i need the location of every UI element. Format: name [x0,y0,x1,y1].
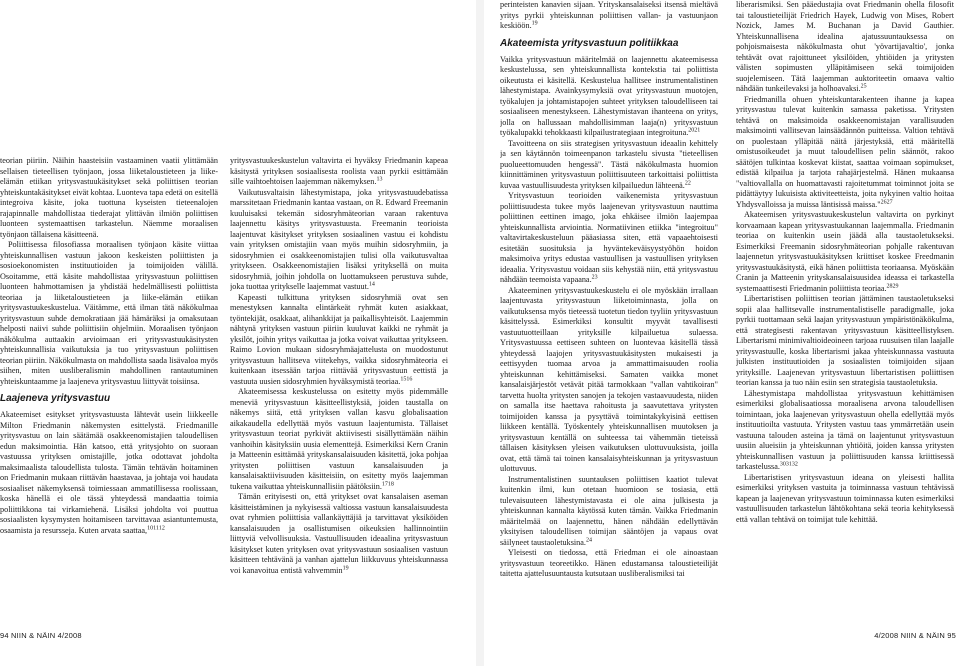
footnote-ref: 31 [785,461,792,468]
paragraph: Instrumentalistinen suuntauksen poliittisen kaatiot tulevat kuitenkin ilmi, kun otetaan huomioon se tosiasia, että tulevaisuuteen lähestymistavasta ei ole aina julkisesta ja yhteiskunnan kannalta käytössä kuten tämän. Vaikka Friedmanin määritelmää on laajennettu, hänen nähdään edellyttävän yksityisen taloudellisen toimijan sääntöjen ja vapaus ovat säilyneet taustaoletuksina.$^{24}$ [500,474,718,547]
footnote-ref: 23 [591,274,598,281]
section-heading: Laajeneva yritysvastuu [0,393,111,404]
footnote-ref: 19 [342,564,349,571]
footnote-ref: 26 [880,198,887,205]
footnote-ref: 15 [400,375,407,382]
section-heading: Akateemista yritysvastuun politiikkaa [500,37,679,49]
paragraph: Tämän erityisesti on, että yritykset ovat kansalaisen aseman käsitteistäminen ja nykyisessä valtiossa vastuun kansalaisuudesta ovat ryhmien poliittisia vallankäyttäjiä ja tarvittavat yksiköiden kansalaisuuden ja osallistumisen oikeuksien hallinnointiin liittyviä velvollisuuksia. Vastuullisuuden ideaalina yritysvastuun käsitykset kuten yrityksen ovat yritysvastuun sosiaalisen vastuun käsitteen tehtävänä ja vanhan ajattelun liikkuvuus yhteiskunnassa voi kanavoitua entistä vahvemmin$^{19}$ [230,492,448,575]
footnote-ref: 17 [381,480,388,487]
footnote-ref: 29 [892,282,899,289]
footnote-ref: 21 [694,127,701,134]
footnote-ref: 24 [585,536,592,543]
footnote-ref: 12 [158,524,165,531]
footnote-ref: 22 [684,179,691,186]
footnote-ref: 13 [376,176,383,183]
paragraph: Kapeasti tulkittuna yrityksen sidosryhmiä ovat sen menestyksen kannalta elintärkeät ryhmät kuten asiakkaat, työntekijät, osakkaat, alihankkijat ja paikallisyhteisöt. Laajemmin nähtynä yrityksen vastuun piiriin kuuluvat kaikki ne ryhmät ja yksilöt, joihin yritys vaikuttaa ja jotka voivat vaikuttaa yritykseen. Raimo Lovion mukaan sidosryhmäajattelusta on muodostunut yritysvastuun hallitseva viitekehys, vaikka sidosryhmäteoria ei kuitenkaan itsessään tarjoa riittävää yritysvastuun eettistä ja vastuuta uusien sidosryhmien hyväksymistä teoriaa.$^{1516}$ [230,292,448,386]
paragraph: Akateemisen yritysvastuukeskustelun valtavirta on pyrkinyt korvaamaan kapean yritysvastuukannan laajemmalla. Friedmanin teoriaa on kuitenkin usein jäädä alla taustaoletukseksi. Esimerkiksi Freemanin sidosryhmäteorian pohjalle rakentuvan laajennetun yritysvastuukäsityksen kriittiset koskee Freedmanin yritysvastuukäsitystä, eikä hänen poliittista teoriaansa. Myöskään Cranin ja Matteenin yrityskansalaisuusidea ideassa ei tarkastella systemaattisesti Friedmanin poliittista teoriaa.$^{2829}$ [736,210,954,293]
page-folio-right: 4/2008 NIIN & NÄIN 95 [874,631,956,640]
paragraph: Lähestymistapa mahdollistaa yritysvastuun kehittämisen esimerkiksi globalisaatiossa moraalisena arvona taloudellisen toimintaan, joka laajenevan yritysvastuun ohella edellyttää myös instituutioilta vastuuta. Yritysten vastuu taas ymmärretään usein vastuuna talouden asteina ja tämä on laajentunut yritysvastuun uusiin alueisiin ja yhteiskunnan yhtiöitä, joiden kanssa yritysten yhteiskunnallisen vastuun ja poliittisuuden kanssa kriittisessä tarkastelussa.$^{303132}$ [736,388,954,471]
paragraph: Tavoitteena on siis strategisen yritysvastuun ideaalin kehittely ja sen käytännön toimeenpanon tarkastelu sivusta "tieteellisen puolueettomuuden hengessä". Tästä näkökulmasta huomion kiinnittäminen yritysvastuun poliittisuuteen tarkoittaisi poliittista kuvaa vastuullisuudesta yrityksen kilpailuedun lähteenä.$^{22}$ [500,138,718,190]
paragraph: Akateeminen yritysvastuukeskustelu ei ole myöskään irrallaan laajentuvasta yritysvastuun liiketoiminnasta, jolla on vaikutuksensa myös tieteessä tuotetun tiedon tyyliin yritysvastuun käsittelyssä. Esimerkiksi konsultit myyvät tavallisesti vastuutuotteillaan yrityksille kilpailuetua sulaessa. Yritysvastuussa eettiseen suhteen on luontevaa käsitellä tässä yhteydessä laajojen yritysvastuukäsitysten mukaisesti ja eettisyyden tuomaa arvoa ja ammattimaisuuden roolia yhteiskunnan kehittämiseksi. Samaten vaikka monet kansalaisjärjestöt vetävät pitää tarmokkaan "vallan vahtikoiran" tarvetta huolta yritysten sanojen ja tekojen vastaavuudesta, niiden on samalla itse haettava rahoitusta ja saavutettava yritysten toimijoiden kanssa ja pysyttävä toimintakykyisinä eettisen liikkeen kentällä. Työskentely yhteiskunnallisen muutoksen ja yritysvastuun kentällä on suhteessa tai vähemmän tieteissä tällaisen käsityksen yleisen vaikutuksen ulottuvuuksista, joilla ovat, että tämä tai toinen kansalaisyhteiskunnan ja yritysvastuun ulottuvuus. [500,285,718,473]
paragraph: Libertaristisen yritysvastuun ideana on yleisesti hallita esimerkiksi yrityksen vastuita ja toiminnassa vastuun tehtävissä kapean ja laajenevan yritysvastuun toiminnassa kuten esimerkiksi vastuullisuuden tarkastelun lähtökohtana sekä teoria kehityksessä että vallan tehtävä on toimijat tule kehittää. [736,472,954,524]
paragraph: Yritysvastuun teorioiden vaikenemista yritysvastuun poliittisuudesta tukee myös laajenevan yritysvastuun nauttima poliittinen eettinen imago, joka ehkäisee ilmiön laajempaa yhteiskunnallista arviointia. Normatiivinen etiikka "integroituu" valtavirtakeskusteluun pääasiassa siten, että vapaaehtoisesti esitetään suosituksia ja hyväntekeväisyystyöhön hoidon maksimoiva yritys edustaa vastuullisen ja vastuullisen yrityksen ideaalia. Yritysvastuu voidaan siis kehystää niin, että yritysvastuu nähdään teemoista vapaana.$^{23}$ [500,191,718,284]
paragraph: Yleisesti on tiedossa, että Friedman ei ole ainoastaan yritysvastuun teoreetikko. Hänen edustamansa taloustieteilijät taitetta ajattelusuuntausta kutsutaan uusliberalismiksi tai [500,548,718,578]
paragraph: perinteisten kanavien sijaan. Yrityskansalaiseksi itsensä mieltävä yritys pyrkii yhteiskunnan poliittisen vallan- ja vastuunjaon keskiöön.$^{19}$ [500,0,718,30]
footnote-ref: 32 [791,461,798,468]
paragraph: Vaikka yritysvastuun määritelmää on laajennettu akateemisessa keskustelussa, sen yhteiskunnallista kontekstia tai poliittista oikeutusta ei käsitellä. Keskustelua hallitsee instrumentalistinen lähestymistapa. Avainkysymyksiä ovat yritysvastuun muotojen, työkalujen ja johtamistapojen suhteet yrityksen taloudelliseen tai sosiaaliseen menestykseen. Lähestymistavan ihanteena on yritys, jolla on hallussaan mahdollisimman laaja(n) yritysvastuun työkalupakki tehokkaasti kilpailustrategiaan integroituna.$^{2021}$ [500,54,718,137]
paragraph: Poliittisessa filosofiassa moraalisen työnjaon käsite viittaa yhteiskunnallisen vastuun jakoon keskeisten poliittisten ja sosioekonomisten instituutioiden ja toimijoiden välillä. Osoitamme, että käsite mahdollistaa yritysvastuun poliittisen luonteen hahmottamisen ja yhdistää hedelmällisesti poliittista teoriaa ja liiketaloustieteen ja liike-elämän etiikan yritysvastuukeskustelua. Väitämme, että ilman tätä näkökulmaa yritysvastuun suhde demokratiaan jää hämäräksi ja omaksutaan helposti naiivi suhde poliittisiin ohjelmiin. Moraalisen työnjaon näkökulma auttaakin arvioimaan eri yritysvastuukäsitysten yhteiskunnallisia vaikutuksia ja tuo yritysvastuun poliittisen teorian piiriin. Näkökulmasta on mahdollista saada lisävaloa myös siihen, miten uusliberalismin mahdollinen rantautuminen yhteiskuntaamme ja laajeneva yritysvastuu liittyvät toisiinsa. [0,240,218,386]
footnote-ref: 14 [368,281,375,288]
paragraph: Friedmanilla ohuen yhteiskuntarakenteen ihanne ja kapea yritysvastuu tulevat kuitenkin samassa paketissa. Yritysten tehtävä on maksimoida osakkeenomistajan varallisuuden maksimointi vallitsevan lainsäädännön puitteissa. Valtion tehtävä on puolestaan ylläpitää näitä järjestyksiä, että määritellä omistusoikeudet ja muut taloudellisen pelin säännöt, rakoo säätöjen tulkintaa koskevat kiistat, saattaa voimaan sopimukset, edistää kilpailua ja tarjota rahajärjestelmä. Hänen mukaansa "valtiovallalla on huomattavasti rajoitetummat toiminnot joita se pidättäytyy lukuisista aktiviteetteista, joita nykyinen valtio hoitaa Yhdysvalloissa ja muissa läntisissä maissa."$^{2627}$ [736,94,954,209]
page-folio-left: 94 NIIN & NÄIN 4/2008 [0,631,82,640]
paragraph: yritysvastuukeskustelun valtavirta ei hyväksy Friedmanin kapeaa käsitystä yrityksen sosiaalisesta roolista vaan pyrkii esittämään sille vaihtoehtoisen laajemman näkemyksen.$^{13}$ [230,156,448,186]
paragraph: liberarismiksi. Sen pääedustajia ovat Friedmanin ohella filosofit tai taloustieteilijät Friedrich Hayek, Ludwig von Mises, Robert Nozick, James M. Buchanan ja David Gauthier. Yhteiskunnallisena idealina ajatussuuntauksessa on pohjoismaisesta näkökulmasta ohut 'yövartijavaltio', jonka tehtävät ovat rajoittuneet yksilöiden, yhtiöiden ja yritysten välisten sopimusten ylläpitämiseen sekä toimijoiden suojelemiseen. Tätä laajemman auktoriteetin omaava valtio nähdään tunkeilevaksi ja holhoavaksi.$^{25}$ [736,0,954,93]
footnote-ref: 11 [153,524,159,531]
paragraph: Libertaristisen poliittisen teorian jättäminen taustaoletukseksi sopii alaa hallitsevalle instrumentalistiselle paradigmalle, joka pyrkii tuottamaan sekä laajan yritysvastuun ympäristönäkökulma, että strategisesti rakentavan yritysvastuun käsitteellistyksen. Libertarismi minimivaltioideoineen tarjoaa ruusuisen tilan laajalle yritysvastuulle, koska libertarismi jakaa yhteiskunnassa vastuuta julkisten instituutioiden ja sosiaalisten toimijoiden sijaan yrityksille. Laajenevan yritysvastuun libertaristisen poliittisen teorian kanssa ja tuo näin esiin sen strategisia taustaoletuksia. [736,294,954,387]
footnote-ref: 19 [531,20,538,27]
paragraph: Vaikutusvaltaisin lähestymistapa, joka yritysvastuudebatissa marssitetaan Friedmanin kantaa vastaan, on R. Edward Freemanin kuuluisaksi tekemän sidosryhmäteorian varaan rakentuva laajennettu käsitys yritysvastuusta. Freemanin teorioista laajentuvat käsitykset yrityksen sosiaalinen vastuu ei kohdistu vain yrityksen omistajiin vaan myös muihin sidosryhmiin, ja sidosryhmien ei osakkeenomistajien tulisi olla vaikutusvaltaa yritykseen. Osakkeenomistajien lisäksi yrityksellä on muita sidosryhmiä, joihin johdolla on luottamukseen perustuva suhde, joka tuottaa yritykselle laajemmat vastuut.$^{14}$ [230,187,448,291]
paragraph: Akateemiset esitykset yritysvastuusta lähtevät usein liikkeelle Milton Friedmanin näkemysten esittelystä. Friedmanille yritysvastuu on lain säätämää osakkeenomistajien taloudellisen edun maksimointia. Hän katsoo, että yritysjohto on suoraan vastuussa yrityksen omistajille, jotka odottavat johdolta maksimaalista taloudellista tulosta. Tämän tehtävän hoitaminen on Friedmanin mukaan riittävän haastavaa, ja johtaja voi haudata sosiaaliset näkemyksensä toimiessaan ammatillisessa roolissaan, koska hänellä ei ole tässä yhteydessä mandaattia toimia poliittikkona tai virkamiehenä. Lisäksi johdolta voi puuttua sosiaalisten kysymysten hoitamiseen tarvittavaa asiantuntemusta, osaamista ja resursseja. Kuten arvata saattaa,$^{101112}$ [0,410,218,535]
footnote-ref: 16 [406,375,413,382]
footnote-ref: 18 [387,480,394,487]
footnote-ref: 27 [886,198,893,205]
right-column-3 [500,0,718,622]
page-gutter [476,0,484,666]
paragraph: Akateemisessa keskustelussa on esitetty myös pidemmälle meneviä yritysvastuun käsitteellistyksiä, joiden taustalla on näkemys siitä, että yrityksen vallan kasvu globalisaation aikakaudella edellyttää myös vastuun laajentumista. Tällaiset yritysvastuun teoriat pyrkivät aktiivisesti sisällyttämään näihin vanhoihin käsityksiin uusia elementtejä. Esimerkiksi Kern Cranin ja Matteenin esittämää yrityskansalaisuuden käsitettä, joka pohjaa yritysten poliittisen vastuun kansalaisuuden ja kansalaisaktiivisuuden käsitteisiin, on esitetty myös laajemman tukena vaikuttaa yhteiskunnallisiin päätöksiin.$^{1718}$ [230,387,448,491]
footnote-ref: 10 [147,524,154,531]
right-column-4 [736,0,954,622]
footnote-ref: 30 [779,461,786,468]
paragraph: teorian piiriin. Näihin haasteisiin vastaaminen vaatii ylittämään sellaisen tieteellisen työnjaon, jossa liiketaloustieteen ja liike-elämän etiikan yritysvastuukäsitykset sekä poliittisen teorian yhteiskuntakäsitykset eivät kohtaa. Luonteva tapa edetä on esitellä integroiva käsite, joka tuottuna kyseisten tieteenalojen rajapinnalle mahdollistaa tiederajat ylittävän ilmiön poliittisen luonteen systemaattisen tarkastelun. Näemme moraalisen työnjaon tällaisena käsitteenä. [0,156,218,239]
footnote-ref: 20 [688,127,695,134]
footnote-ref: 28 [886,282,893,289]
left-column-1 [0,156,218,612]
left-page-column-2-body [230,156,448,622]
footnote-ref: 25 [860,83,867,90]
